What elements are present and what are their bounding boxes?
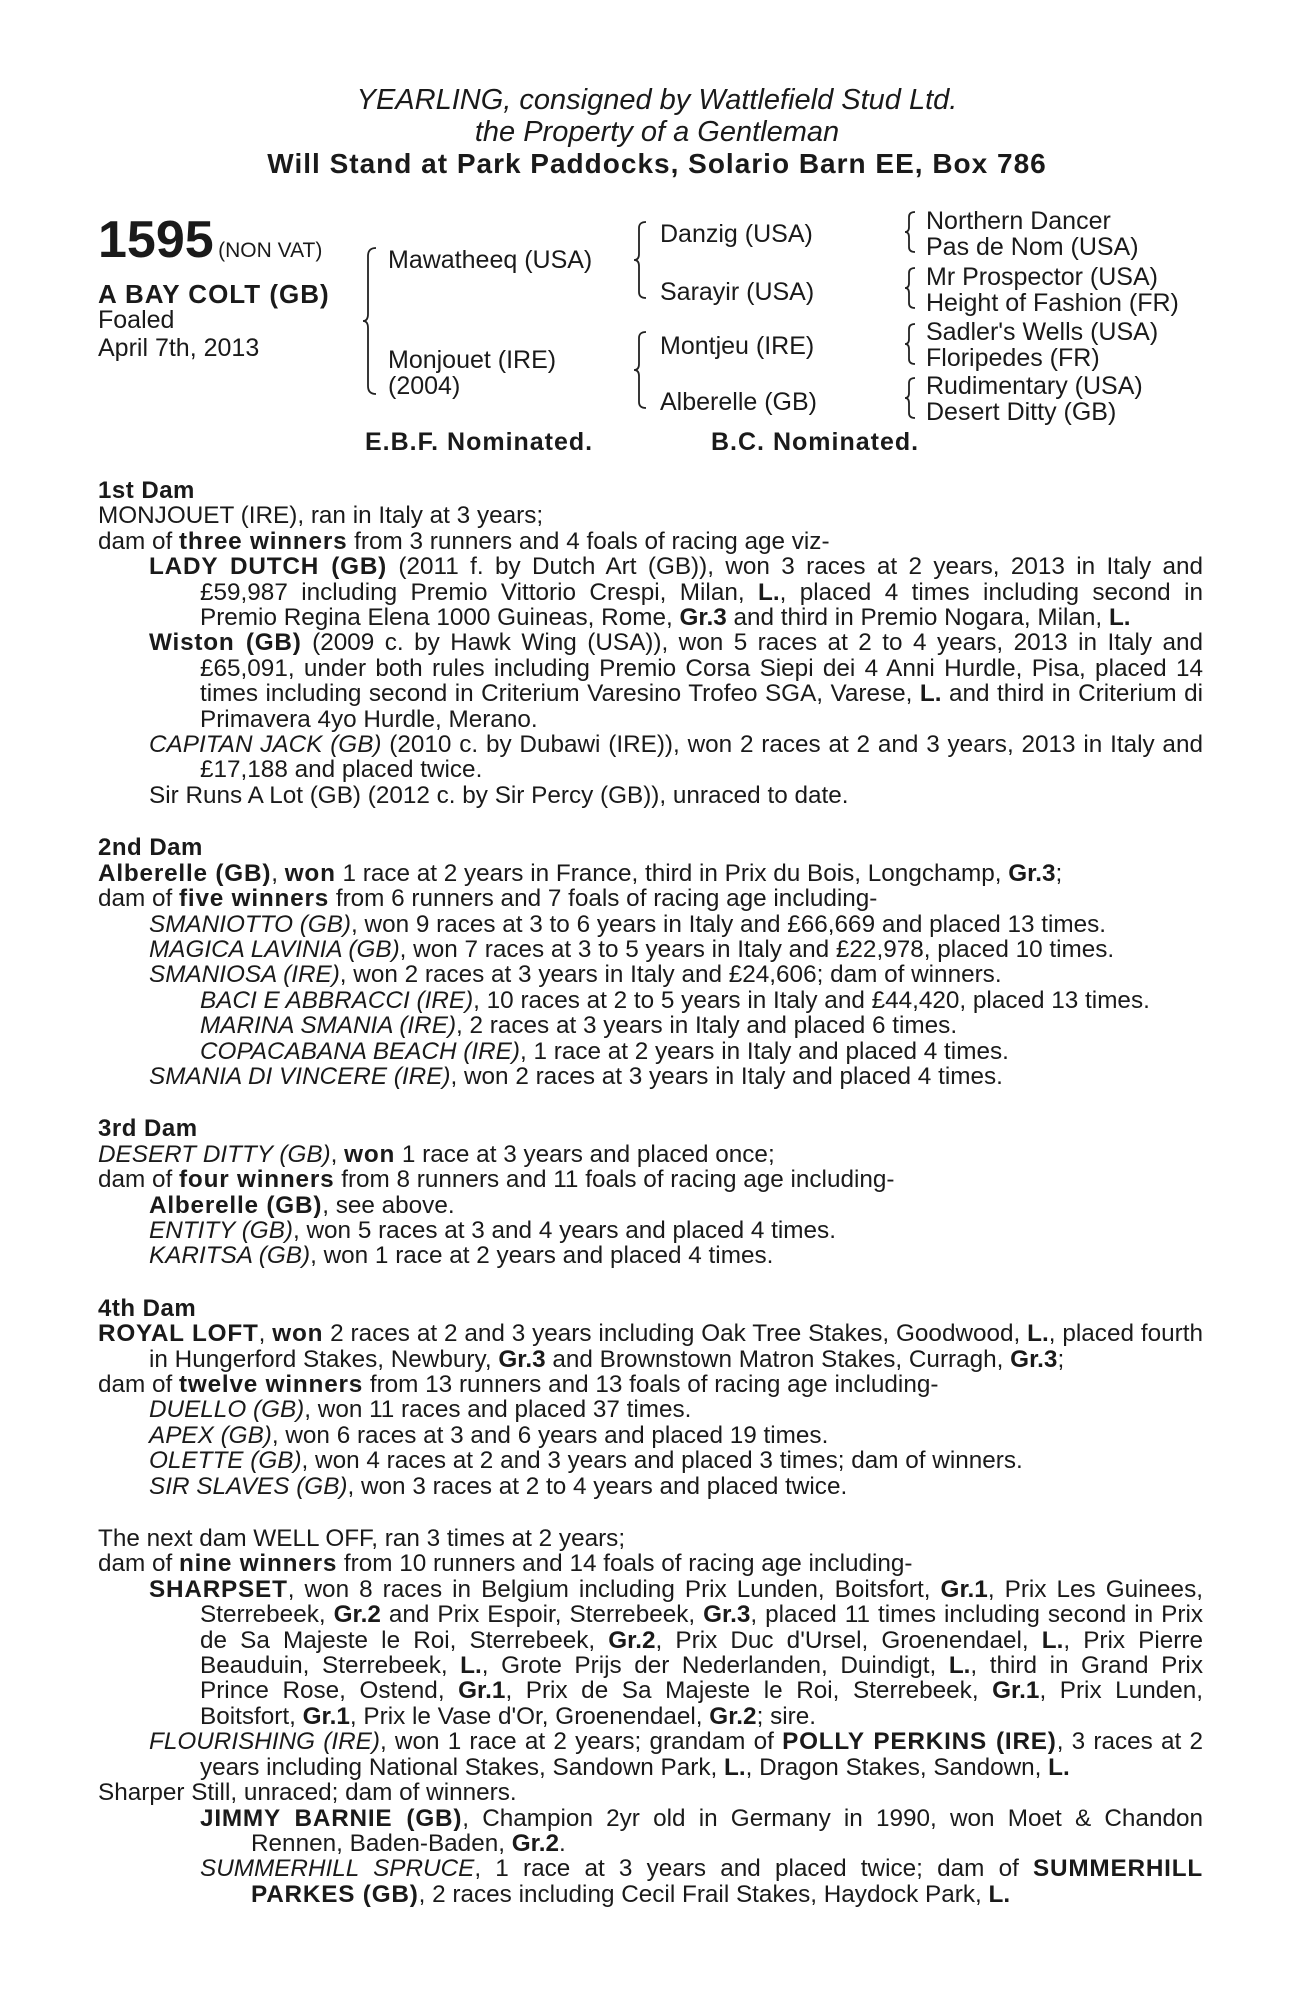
dam3-produce-summary: dam of four winners from 8 runners and 11 foals of racing age including- [98, 1166, 895, 1194]
dam1-produce-summary: dam of three winners from 3 runners and 4 foals of racing age viz- [98, 527, 830, 555]
dam3-progeny-3: KARITSA (GB), won 1 race at 2 years and placed 4 times. [149, 1242, 774, 1270]
lot-vat: (NON VAT) [218, 239, 323, 262]
lot-number-line [98, 210, 322, 270]
pedigree-dds: Rudimentary (USA) [926, 372, 1143, 400]
dam2-progeny-3: SMANIOSA (IRE), won 2 races at 3 years in Italy and £24,606; dam of winners. [149, 961, 1002, 989]
dam3-progeny-2: ENTITY (GB), won 5 races at 3 and 4 years and placed 4 times. [149, 1216, 836, 1244]
dam4-heading: 4th Dam [98, 1294, 197, 1322]
bracket-3-4 [903, 376, 917, 420]
pedigree-ds: Montjeu (IRE) [660, 332, 815, 360]
pedigree-ddd: Desert Ditty (GB) [926, 398, 1117, 426]
pedigree-ss: Danzig (USA) [660, 220, 813, 248]
bracket-dam [632, 330, 648, 410]
catalogue-body [98, 478, 1203, 1907]
section-spacer [98, 1499, 1203, 1526]
lot-number: 1595 [98, 211, 214, 269]
dam4-progeny-3: OLETTE (GB), won 4 races at 2 and 3 years and placed 3 times; dam of winners. [149, 1447, 1023, 1475]
dam3-heading: 3rd Dam [98, 1115, 198, 1143]
dam3-progeny-1: Alberelle (GB), see above. [149, 1191, 455, 1219]
bracket-3-1 [903, 210, 917, 254]
dam4-description: ROYAL LOFT, won 2 races at 2 and 3 years including Oak Tree Stakes, Goodwood, L., placed fourth in Hungerford Stakes, Newbury, Gr.3 and Brownstown Matron Stakes, Curragh, Gr.3; [98, 1320, 1203, 1373]
dam4-progeny-4: SIR SLAVES (GB), won 3 races at 2 to 4 years and placed twice. [149, 1472, 848, 1500]
dam1-progeny-3: CAPITAN JACK (GB) (2010 c. by Dubawi (IRE)), won 2 races at 2 and 3 years, 2013 in Italy and £17,188 and placed twice. [149, 731, 1203, 784]
bracket-gen1 [362, 246, 378, 396]
header-location: Will Stand at Park Paddocks, Solario Barn EE, Box 786 [267, 148, 1047, 179]
next-dam-produce-summary: dam of nine winners from 10 runners and 14 foals of racing age including- [98, 1550, 913, 1578]
header-consignor: YEARLING, consigned by Wattlefield Stud Ltd. [356, 84, 958, 116]
dam2-grandprogeny-3: COPACABANA BEACH (IRE), 1 race at 2 years in Italy and placed 4 times. [200, 1037, 1009, 1065]
next-progeny-flourishing: FLOURISHING (IRE), won 1 race at 2 years; grandam of POLLY PERKINS (IRE), 3 races at 2 years including National Stakes, Sandown Park, L., Dragon Stakes, Sandown, L. [149, 1728, 1204, 1781]
dam4-progeny-2: APEX (GB), won 6 races at 3 and 6 years and placed 19 times. [149, 1421, 829, 1449]
dam1-description: MONJOUET (IRE), ran in Italy at 3 years; [98, 502, 544, 530]
pedigree-dam: Monjouet (IRE) [388, 346, 557, 374]
dam2-description: Alberelle (GB), won 1 race at 2 years in France, third in Prix du Bois, Longchamp, Gr.3; [98, 859, 1063, 887]
dam1-progeny-4: Sir Runs A Lot (GB) (2012 c. by Sir Percy (GB)), unraced to date. [149, 781, 849, 809]
dam2-grandprogeny-1: BACI E ABBRACCI (IRE), 10 races at 2 to 5 years in Italy and £44,420, placed 13 times. [200, 986, 1150, 1014]
bc-nominated: B.C. Nominated. [711, 428, 920, 456]
next-dam-description: The next dam WELL OFF, ran 3 times at 2 years; [98, 1525, 626, 1553]
next-progeny-sharpset: SHARPSET, won 8 races in Belgium including Prix Lunden, Boitsfort, Gr.1, Prix Les Guinees, Sterrebeek, Gr.2 and Prix Espoir, Sterrebeek, Gr.3, placed 11 times including second in Prix de Sa Majeste le Roi, Sterrebeek, Gr.2, Prix Duc d'Ursel, Groenendael, L., Prix Pierre Beauduin, Sterrebeek, L., Grote Prijs der Nederlanden, Duindigt, L., third in Grand Prix Prince Rose, Ostend, Gr.1, Prix de Sa Majeste le Roi, Sterrebeek, Gr.1, Prix Lunden, Boitsfort, Gr.1, Prix le Vase d'Or, Groenendael, Gr.2; sire. [149, 1575, 1204, 1730]
bracket-3-2 [903, 266, 917, 310]
header-property: the Property of a Gentleman [474, 116, 840, 148]
dam2-progeny-4: SMANIA DI VINCERE (IRE), won 2 races at 3 years in Italy and placed 4 times. [149, 1062, 1003, 1090]
dam1-heading: 1st Dam [98, 477, 195, 504]
pedigree-sire: Mawatheeq (USA) [388, 246, 593, 274]
dam2-heading: 2nd Dam [98, 834, 203, 862]
ebf-nominated: E.B.F. Nominated. [365, 428, 594, 456]
foaled-label: Foaled [98, 306, 175, 334]
pedigree-sds: Mr Prospector (USA) [926, 263, 1158, 291]
next-grandprogeny-jimmy-barnie: JIMMY BARNIE (GB), Champion 2yr old in Germany in 1990, won Moet & Chandon Rennen, Baden-Baden, Gr.2. [200, 1804, 1203, 1857]
pedigree-dsd: Floripedes (FR) [926, 344, 1100, 372]
dam3-description: DESERT DITTY (GB), won 1 race at 3 years and placed once; [98, 1140, 775, 1168]
lot-title: A BAY COLT (GB) [98, 279, 330, 309]
dam1-progeny-2: Wiston (GB) (2009 c. by Hawk Wing (USA)), won 5 races at 2 to 4 years, 2013 in Italy and £65,091, under both rules including Premio Corsa Siepi dei 4 Anni Hurdle, Pisa, placed 14 times including second in Criterium Varesino Trofeo SGA, Varese, L. and third in Criterium di Primavera 4yo Hurdle, Merano. [149, 629, 1204, 733]
dam2-grandprogeny-2: MARINA SMANIA (IRE), 2 races at 3 years in Italy and placed 6 times. [200, 1012, 958, 1040]
bracket-3-3 [903, 322, 917, 366]
dam2-produce-summary: dam of five winners from 6 runners and 7 foals of racing age including- [98, 885, 878, 913]
dam4-progeny-1: DUELLO (GB), won 11 races and placed 37 times. [149, 1396, 692, 1424]
next-grandprogeny-summerhill-spruce: SUMMERHILL SPRUCE, 1 race at 3 years and placed twice; dam of SUMMERHILL PARKES (GB), 2 races including Cecil Frail Stakes, Haydock Park, L. [200, 1855, 1203, 1908]
dam1-progeny-1: LADY DUTCH (GB) (2011 f. by Dutch Art (GB)), won 3 races at 2 years, 2013 in Italy and £59,987 including Premio Vittorio Crespi, Milan, L., placed 4 times including second in Premio Regina Elena 1000 Guineas, Rome, Gr.3 and third in Premio Nogara, Milan, L. [149, 553, 1203, 632]
dam2-progeny-2: MAGICA LAVINIA (GB), won 7 races at 3 to 5 years in Italy and £22,978, placed 10 times. [149, 935, 1115, 963]
dam2-progeny-1: SMANIOTTO (GB), won 9 races at 3 to 6 years in Italy and £66,669 and placed 13 times. [149, 910, 1107, 938]
bracket-sire [632, 220, 648, 300]
pedigree-sdd: Height of Fashion (FR) [926, 289, 1179, 317]
pedigree-dss: Sadler's Wells (USA) [926, 318, 1159, 346]
pedigree-dd: Alberelle (GB) [660, 388, 817, 416]
next-progeny-sharper-still: Sharper Still, unraced; dam of winners. [98, 1779, 517, 1807]
pedigree-ssd: Pas de Nom (USA) [926, 233, 1139, 261]
pedigree-sd: Sarayir (USA) [660, 278, 815, 306]
pedigree-sss: Northern Dancer [926, 207, 1111, 235]
foaled-date: April 7th, 2013 [98, 334, 260, 362]
pedigree-dam-year: (2004) [388, 372, 461, 400]
dam4-produce-summary: dam of twelve winners from 13 runners and 13 foals of racing age including- [98, 1371, 939, 1398]
